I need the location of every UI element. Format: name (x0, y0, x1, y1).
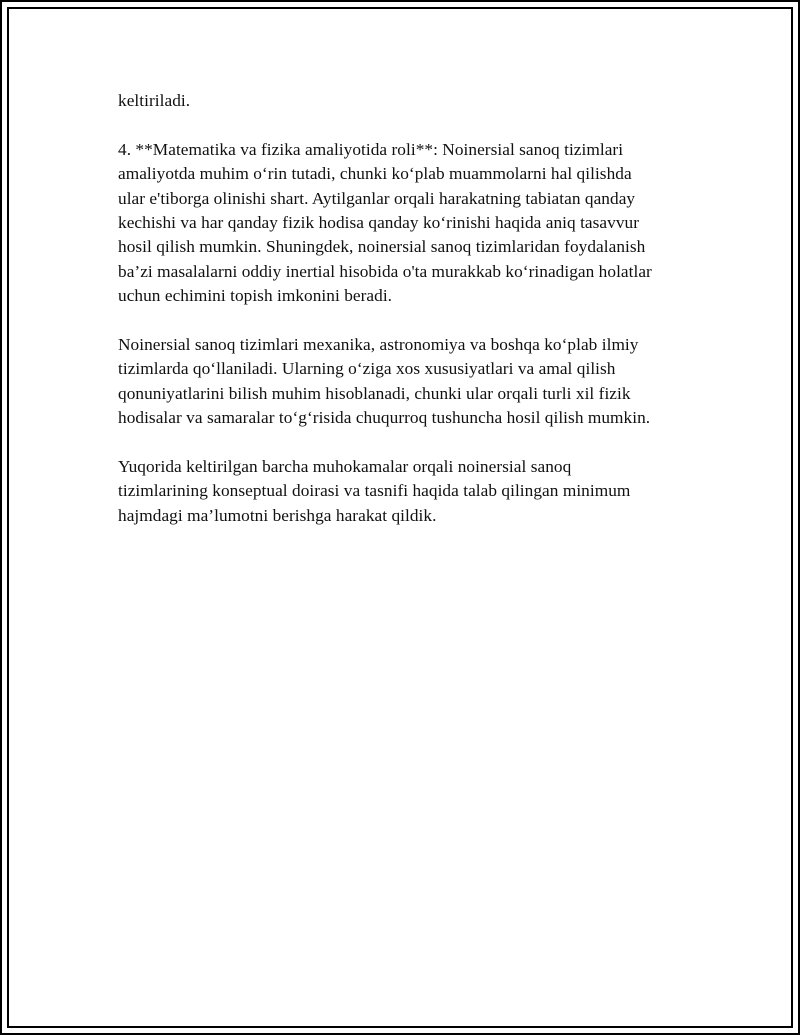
paragraph-applications: Noinersial sanoq tizimlari mexanika, astronomiya va boshqa ko‘plab ilmiy tizimlarda qo‘llaniladi. Ularning o‘ziga xos xususiyatlari va amal qilish qonuniyatlarini bilish muhim hisoblanadi, chunki ular orqali turli xil fizik hodisalar va samaralar to‘g‘risida chuqurroq tushuncha hosil qilish mumkin. (118, 335, 651, 428)
paragraph-point-4-role-in-math-physics: 4. **Matematika va fizika amaliyotida roli**: Noinersial sanoq tizimlari amaliyotda muhim o‘rin tutadi, chunki ko‘plab muammolarni hal qilishda ular e'tiborga olinishi shart. Aytilganlar orqali harakatning tabiatan qanday kechishi va har qanday fizik hodisa qanday ko‘rinishi haqida aniq tasavvur hosil qilish mumkin. Shuningdek, noinersial sanoq tizimlaridan foydalanish ba’zi masalalarni oddiy inertial hisobida o'ta murakkab ko‘rinadigan holatlar uchun echimini topish imkonini beradi. (118, 139, 652, 306)
paragraph-conclusion: Yuqorida keltirilgan barcha muhokamalar orqali noinersial sanoq tizimlarining konseptual doirasi va tasnifi haqida talab qilingan minimum hajmdagi ma’lumotni berishga harakat qildik. (118, 457, 631, 525)
paragraph-continuation: keltiriladi. (118, 91, 191, 110)
document-body (118, 89, 698, 553)
